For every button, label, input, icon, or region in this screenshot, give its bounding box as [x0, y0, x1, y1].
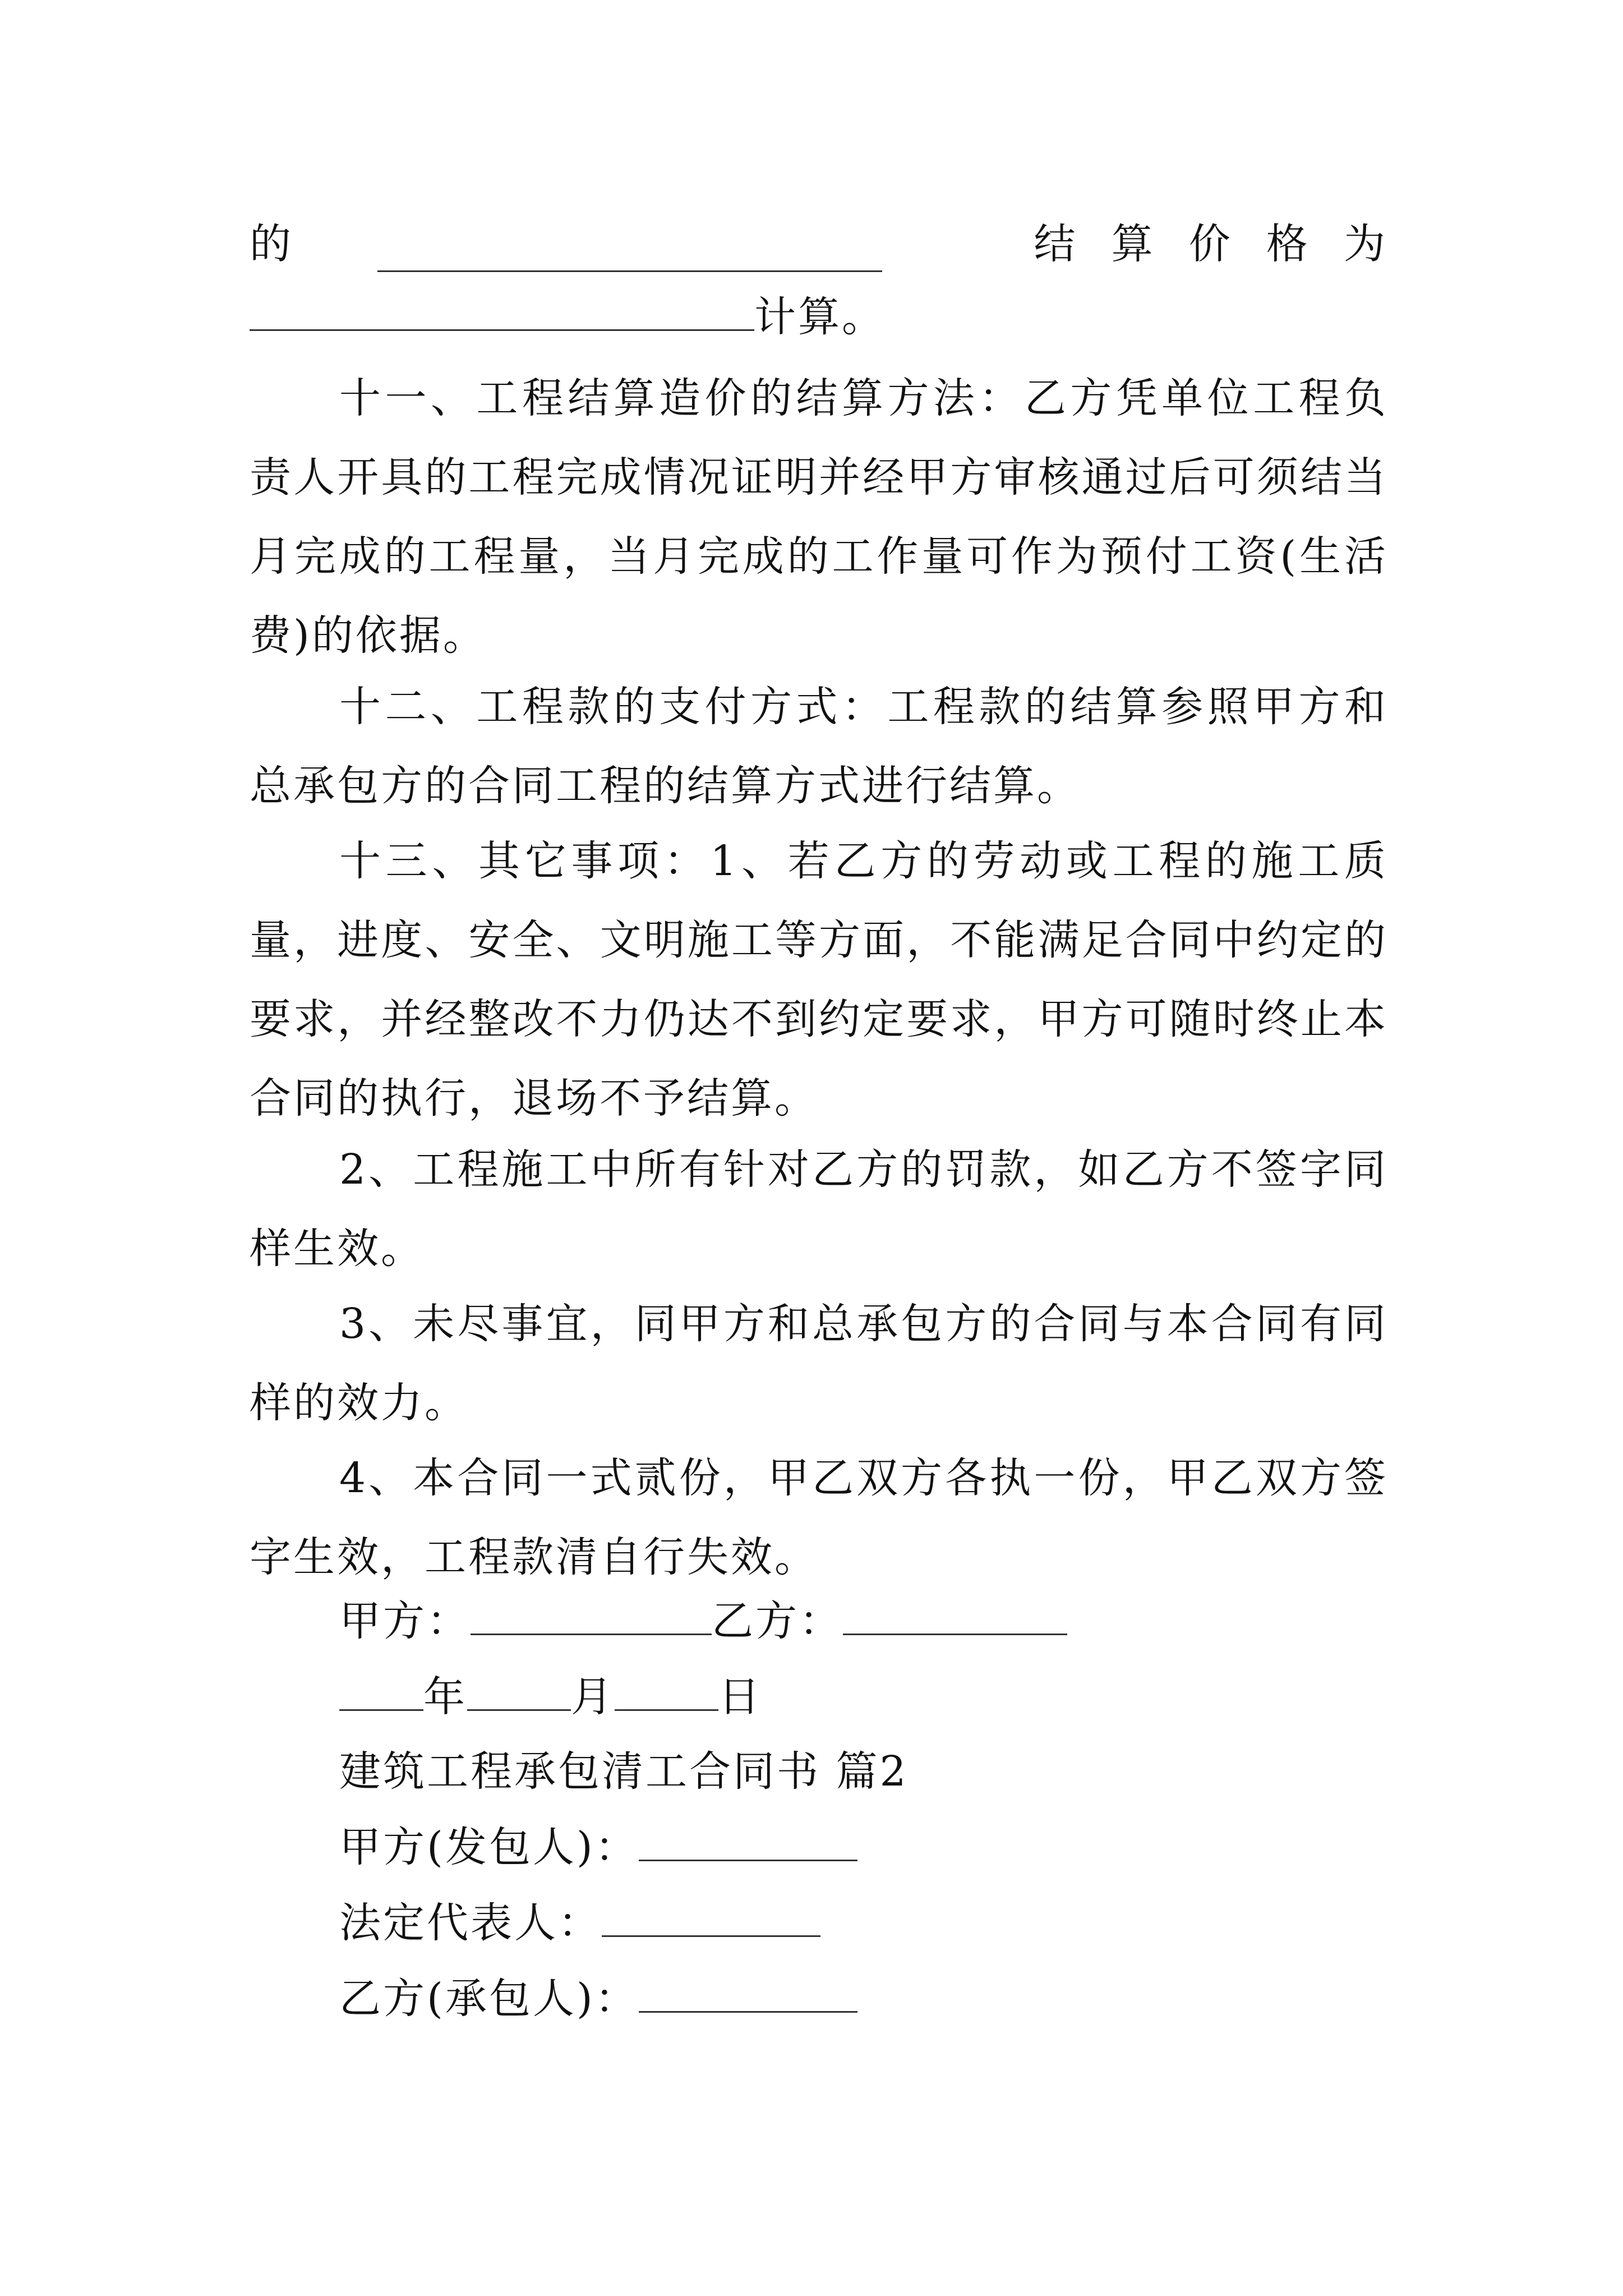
field-party-b-blank[interactable]	[639, 1972, 857, 2013]
month-label: 月	[571, 1673, 615, 1721]
party-b-label: 乙方：	[712, 1597, 843, 1645]
field-party-b	[339, 1971, 1387, 2027]
price-char-3: 价	[1188, 220, 1233, 268]
field-legal-rep-blank[interactable]	[602, 1896, 820, 1937]
field-party-b-label: 乙方(承包人)：	[339, 1975, 639, 2023]
signature-line	[339, 1593, 1387, 1649]
party-a-blank[interactable]	[471, 1594, 712, 1635]
price-char-1: 结	[1034, 220, 1078, 268]
price-char-4: 格	[1266, 220, 1310, 268]
price-char-2: 算	[1111, 220, 1155, 268]
price-blank[interactable]	[377, 231, 882, 272]
field-party-a-label: 甲方(发包人)：	[339, 1823, 639, 1871]
clause-13: 十三、其它事项：1、若乙方的劳动或工程的施工质量，进度、安全、文明施工等方面，不能满足合同中约定的要求，并经整改不力仍达不到约定要求，甲方可随时终止本合同的执行，退场不予结算。	[250, 837, 1388, 1122]
clause-13-item-2: 2、工程施工中所有针对乙方的罚款，如乙方不签字同样生效。	[250, 1145, 1388, 1273]
day-label: 日	[718, 1673, 762, 1721]
year-label: 年	[423, 1673, 467, 1721]
field-party-a-blank[interactable]	[639, 1820, 857, 1861]
day-blank[interactable]	[615, 1670, 718, 1711]
field-legal-rep-label: 法定代表人：	[339, 1899, 602, 1947]
date-line	[339, 1669, 1387, 1725]
month-blank[interactable]	[467, 1670, 571, 1711]
clause-12: 十二、工程款的支付方式：工程款的结算参照甲方和总承包方的合同工程的结算方式进行结算。	[250, 683, 1388, 810]
field-legal-rep	[339, 1895, 1387, 1951]
field-party-a	[339, 1819, 1387, 1875]
clause-11: 十一、工程结算造价的结算方法：乙方凭单位工程负责人开具的工程完成情况证明并经甲方审核通过后可须结当月完成的工程量，当月完成的工作量可作为预付工资(生活费)的依据。	[250, 374, 1388, 660]
calc-blank[interactable]	[250, 290, 754, 331]
price-line	[250, 216, 1387, 272]
price-line-prefix: 的	[250, 220, 293, 268]
party-b-blank[interactable]	[843, 1594, 1067, 1635]
calc-line	[250, 289, 1387, 345]
party-a-label: 甲方：	[339, 1597, 471, 1645]
section-title: 建筑工程承包清工合同书 篇2	[339, 1747, 909, 1796]
price-char-5: 为	[1343, 220, 1387, 268]
calc-line-suffix: 计算。	[754, 293, 886, 341]
year-blank[interactable]	[339, 1670, 423, 1711]
clause-13-item-3: 3、未尽事宜，同甲方和总承包方的合同与本合同有同样的效力。	[250, 1300, 1388, 1427]
clause-13-item-4: 4、本合同一式贰份，甲乙双方各执一份，甲乙双方签字生效，工程款清自行失效。	[250, 1454, 1388, 1581]
